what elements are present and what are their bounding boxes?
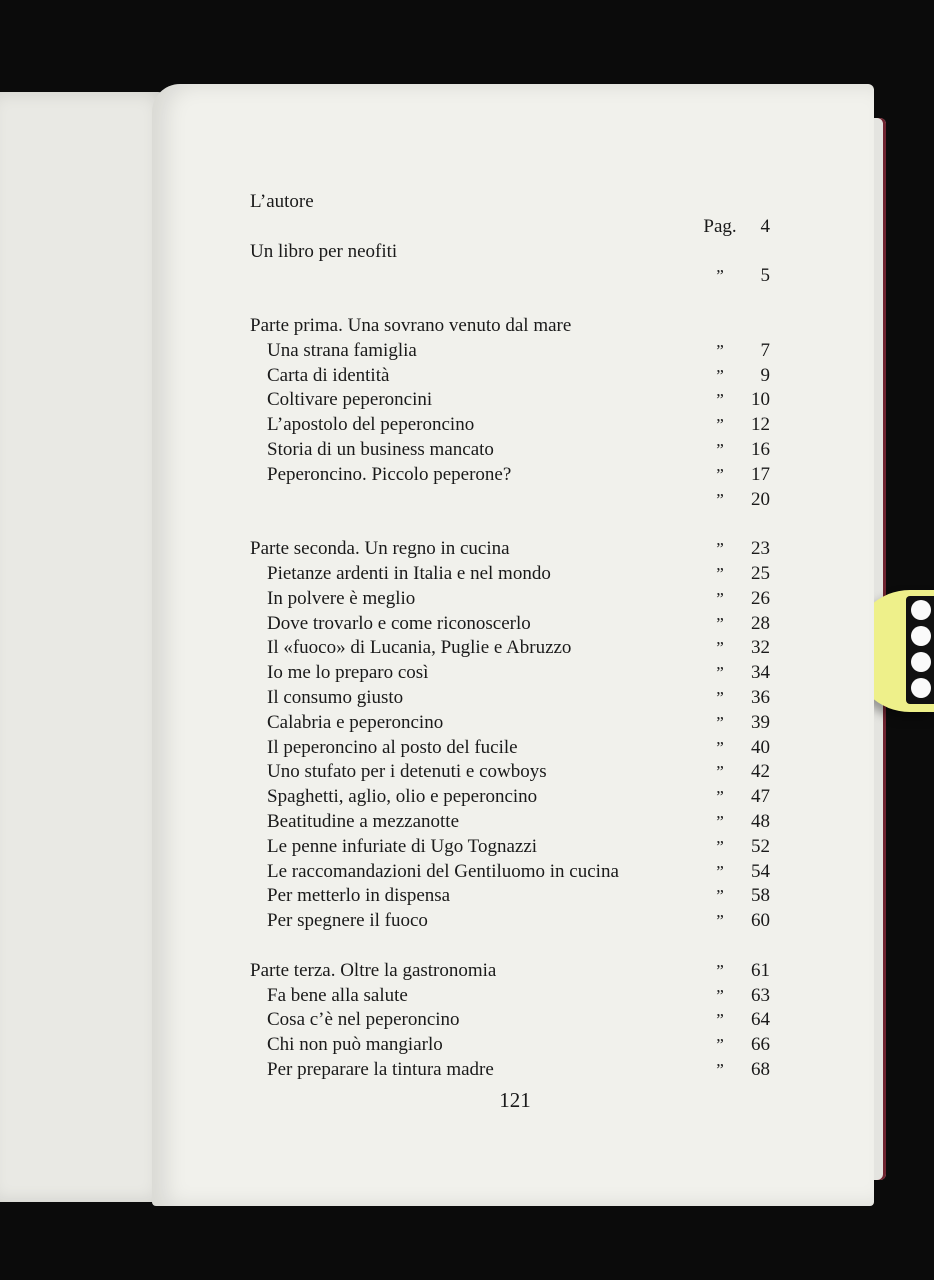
toc-entry-title: Per spegnere il fuoco <box>267 910 428 932</box>
toc-entry <box>250 835 770 860</box>
toc-entry <box>250 760 770 785</box>
toc-entry-title: Uno stufato per i detenuti e cowboys <box>267 761 547 783</box>
toc-page-number: 64 <box>751 1009 770 1031</box>
page-label: Pag. <box>703 215 737 237</box>
toc-entry <box>250 636 770 661</box>
ditto-mark: ” <box>716 390 724 410</box>
toc-entry-title: L’autore <box>250 191 314 212</box>
toc-entry <box>250 364 770 389</box>
toc-entry-intro <box>250 240 770 265</box>
toc-part-heading <box>250 537 770 562</box>
ditto-mark: ” <box>716 1059 724 1079</box>
toc-entry <box>250 909 770 934</box>
toc-entry <box>250 686 770 711</box>
dial-dot <box>911 678 931 698</box>
ditto-mark: ” <box>716 886 724 906</box>
ditto-mark: ” <box>716 737 724 757</box>
ditto-mark: ” <box>716 762 724 782</box>
ditto-mark: ” <box>716 588 724 608</box>
toc-entry-title: Spaghetti, aglio, olio e peperoncino <box>267 786 538 808</box>
toc-entry-title: L’apostolo del peperoncino <box>267 414 475 436</box>
dial-dot-strip <box>906 596 934 704</box>
toc-entry-title: Il peperoncino al posto del fucile <box>267 736 518 758</box>
toc-entry-title: Chi non può mangiarlo <box>267 1034 443 1056</box>
ditto-mark: ” <box>716 439 724 459</box>
toc-entry-title: Coltivare peperoncini <box>267 389 433 411</box>
toc-entry-title: Io me lo preparo così <box>267 662 429 684</box>
ditto-mark: ” <box>716 340 724 360</box>
toc-page-number: 42 <box>751 761 770 783</box>
toc-page-number: 58 <box>751 885 770 907</box>
ditto-mark: ” <box>716 1010 724 1030</box>
toc-entry <box>250 562 770 587</box>
toc-page-number: 61 <box>751 959 770 981</box>
toc-page-row <box>250 264 770 289</box>
dial-dot <box>911 652 931 672</box>
toc-page-number: 23 <box>751 538 770 560</box>
toc-entry-title: Cosa c’è nel peperoncino <box>267 1009 460 1031</box>
toc-page-number: 16 <box>751 438 770 460</box>
ditto-mark: ” <box>716 266 724 286</box>
dial-dot <box>911 600 931 620</box>
toc-entry-title: Peperoncino. Piccolo peperone? <box>267 463 512 485</box>
toc-entry-title: Le raccomandazioni del Gentiluomo in cucina <box>267 860 619 882</box>
ditto-mark: ” <box>716 613 724 633</box>
toc-entry <box>250 810 770 835</box>
toc-entry-title: Una strana famiglia <box>267 339 417 361</box>
ditto-mark: ” <box>716 365 724 385</box>
toc-page-number: 28 <box>751 612 770 634</box>
toc-entry-title: Storia di un business mancato <box>267 438 494 460</box>
ditto-mark: ” <box>716 638 724 658</box>
toc-entry <box>250 984 770 1009</box>
ditto-mark: ” <box>716 712 724 732</box>
toc-entry <box>250 860 770 885</box>
toc-entry <box>250 661 770 686</box>
toc-page-number: 9 <box>760 364 770 386</box>
toc-page-number: 68 <box>751 1058 770 1080</box>
toc-page-number: 26 <box>751 587 770 609</box>
toc-page-number: 39 <box>751 711 770 733</box>
toc-entry-title: Dove trovarlo e come riconoscerlo <box>267 612 531 634</box>
ditto-mark: ” <box>716 960 724 980</box>
toc-entry <box>250 339 770 364</box>
toc-entry <box>250 463 770 488</box>
toc-page-number: 34 <box>751 662 770 684</box>
toc-entry <box>250 438 770 463</box>
toc-entry-title: Un libro per neofiti <box>250 240 398 262</box>
ditto-mark: ” <box>716 464 724 484</box>
toc-entry-title: Calabria e peperoncino <box>267 711 444 733</box>
ditto-mark: ” <box>716 563 724 583</box>
ditto-mark: ” <box>716 663 724 683</box>
dial-dot <box>911 626 931 646</box>
ditto-mark: ” <box>716 415 724 435</box>
ditto-mark: ” <box>716 861 724 881</box>
toc-entry-title: Il consumo giusto <box>267 686 404 708</box>
toc-entry <box>250 587 770 612</box>
ditto-mark: ” <box>716 836 724 856</box>
toc-entry <box>250 488 770 513</box>
toc-entry <box>250 1008 770 1033</box>
toc-page-label-row <box>250 215 770 240</box>
ditto-mark: ” <box>716 811 724 831</box>
toc-entry <box>250 413 770 438</box>
toc-page-number: 25 <box>751 562 770 584</box>
part-title: Parte prima. Una sovrano venuto dal mare <box>250 314 572 336</box>
table-of-contents <box>250 190 770 1083</box>
page-number: 121 <box>499 1088 531 1112</box>
ditto-mark: ” <box>716 911 724 931</box>
toc-page-number: 66 <box>751 1034 770 1056</box>
toc-entry-title: Per metterlo in dispensa <box>267 885 451 907</box>
toc-entry <box>250 1033 770 1058</box>
toc-page-number: 7 <box>760 339 770 361</box>
toc-page-number: 63 <box>751 984 770 1006</box>
toc-entry-title: Fa bene alla salute <box>267 984 408 1006</box>
toc-entry <box>250 884 770 909</box>
part-title: Parte terza. Oltre la gastronomia <box>250 959 497 981</box>
ditto-mark: ” <box>716 787 724 807</box>
toc-entry <box>250 1058 770 1083</box>
toc-page-number: 4 <box>760 215 770 237</box>
toc-page-number: 12 <box>751 414 770 436</box>
toc-entry-title: Pietanze ardenti in Italia e nel mondo <box>267 562 551 584</box>
toc-page-number: 52 <box>751 835 770 857</box>
toc-part-heading <box>250 314 770 339</box>
ditto-mark: ” <box>716 687 724 707</box>
toc-entry-title: Il «fuoco» di Lucania, Puglie e Abruzzo <box>267 637 572 659</box>
toc-page-number: 54 <box>751 860 770 882</box>
toc-page-number: 40 <box>751 736 770 758</box>
toc-page-number: 10 <box>751 389 770 411</box>
toc-entry <box>250 736 770 761</box>
toc-page-number: 60 <box>751 910 770 932</box>
ditto-mark: ” <box>716 1035 724 1055</box>
toc-entry-title: Per preparare la tintura madre <box>267 1058 494 1080</box>
ditto-mark: ” <box>716 985 724 1005</box>
ditto-mark: ” <box>716 539 724 559</box>
toc-page-number: 36 <box>751 686 770 708</box>
part-title: Parte seconda. Un regno in cucina <box>250 538 510 560</box>
toc-page-number: 47 <box>751 786 770 808</box>
toc-page-number: 5 <box>760 265 770 287</box>
toc-page-number: 17 <box>751 463 770 485</box>
toc-part-heading <box>250 959 770 984</box>
toc-page-number: 20 <box>751 488 770 510</box>
toc-entry-title: Beatitudine a mezzanotte <box>267 810 460 832</box>
toc-entry <box>250 612 770 637</box>
toc-entry <box>250 785 770 810</box>
toc-entry-title: In polvere è meglio <box>267 587 416 609</box>
toc-page-number: 48 <box>751 810 770 832</box>
toc-entry <box>250 711 770 736</box>
left-page <box>0 92 170 1202</box>
toc-entry-author <box>250 190 770 215</box>
toc-entry-title: Carta di identità <box>267 364 390 386</box>
ditto-mark: ” <box>716 489 724 509</box>
toc-entry-title: Le penne infuriate di Ugo Tognazzi <box>267 835 538 857</box>
toc-page-number: 32 <box>751 637 770 659</box>
toc-entry <box>250 388 770 413</box>
